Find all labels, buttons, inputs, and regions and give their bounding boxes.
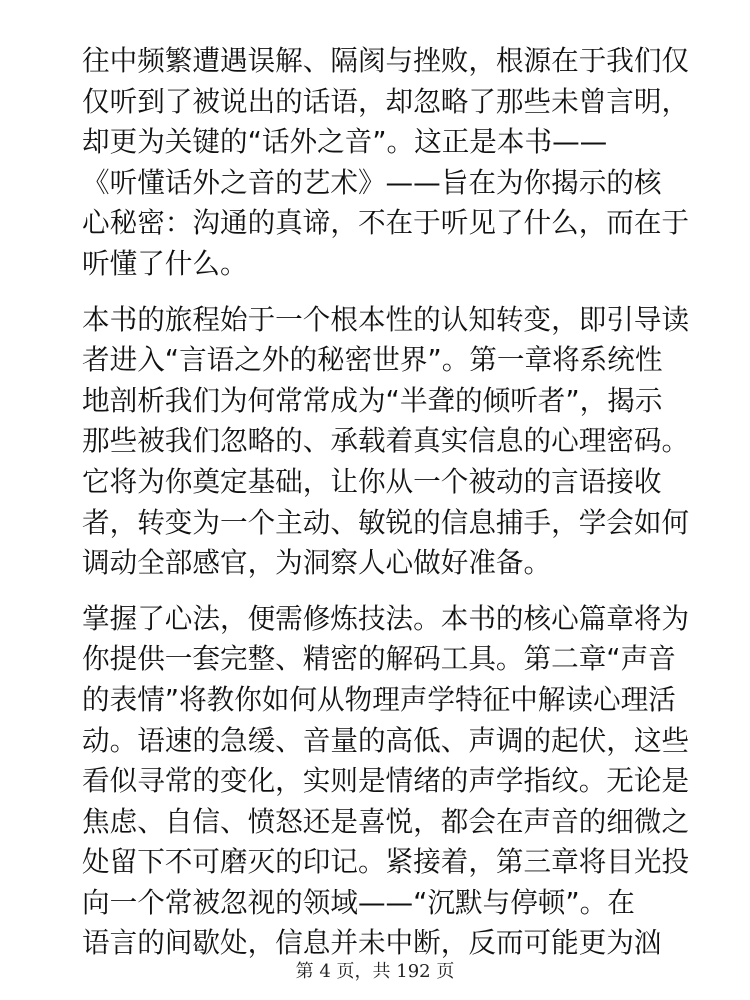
text-line: 却更为关键的“话外之音”。这正是本书——	[82, 125, 608, 159]
text-line: 心秘密：沟通的真谛，不在于听见了什么，而在于	[82, 206, 690, 240]
text-line: 地剖析我们为何常常成为“半聋的倾听者”，揭示	[82, 383, 663, 417]
text-line: 焦虑、自信、愤怒还是喜悦，都会在声音的细微之	[82, 804, 690, 838]
text-line: 语言的间歇处，信息并未中断，反而可能更为汹	[82, 926, 662, 960]
text-line: 仅听到了被说出的话语，却忽略了那些未曾言明，	[82, 84, 690, 118]
text-line: 听懂了什么。	[82, 246, 248, 280]
text-line: 它将为你奠定基础，让你从一个被动的言语接收	[82, 464, 662, 498]
text-line: 《听懂话外之音的艺术》——旨在为你揭示的核	[82, 165, 662, 199]
text-line: 的表情”将教你如何从物理声学特征中解读心理活	[82, 682, 676, 716]
text-line: 那些被我们忽略的、承载着真实信息的心理密码。	[82, 424, 690, 458]
text-body	[82, 41, 690, 964]
text-line: 动。语速的急缓、音量的高低、声调的起伏，这些	[82, 723, 690, 757]
text-line: 你提供一套完整、精密的解码工具。第二章“声音	[82, 642, 676, 676]
text-line: 往中频繁遭遇误解、隔阂与挫败，根源在于我们仅	[82, 44, 690, 77]
text-line: 本书的旅程始于一个根本性的认知转变，即引导读	[82, 302, 690, 336]
text-line: 调动全部感官，为洞察人心做好准备。	[82, 546, 552, 580]
text-line: 者，转变为一个主动、敏锐的信息捕手，学会如何	[82, 505, 690, 539]
text-line: 掌握了心法，便需修炼技法。本书的核心篇章将为	[82, 601, 690, 635]
paragraph-2	[82, 300, 690, 584]
paragraph-1	[82, 41, 690, 285]
text-line: 处留下不可磨灭的印记。紧接着，第三章将目光投	[82, 845, 690, 879]
text-line: 看似寻常的变化，实则是情绪的声学指纹。无论是	[82, 764, 690, 798]
text-line: 者进入“言语之外的秘密世界”。第一章将系统性	[82, 343, 663, 377]
paragraph-3	[82, 599, 690, 964]
page-indicator: 第 4 页，共 192 页	[295, 961, 455, 982]
text-line: 向一个常被忽视的领域——“沉默与停顿”。在	[82, 885, 635, 919]
